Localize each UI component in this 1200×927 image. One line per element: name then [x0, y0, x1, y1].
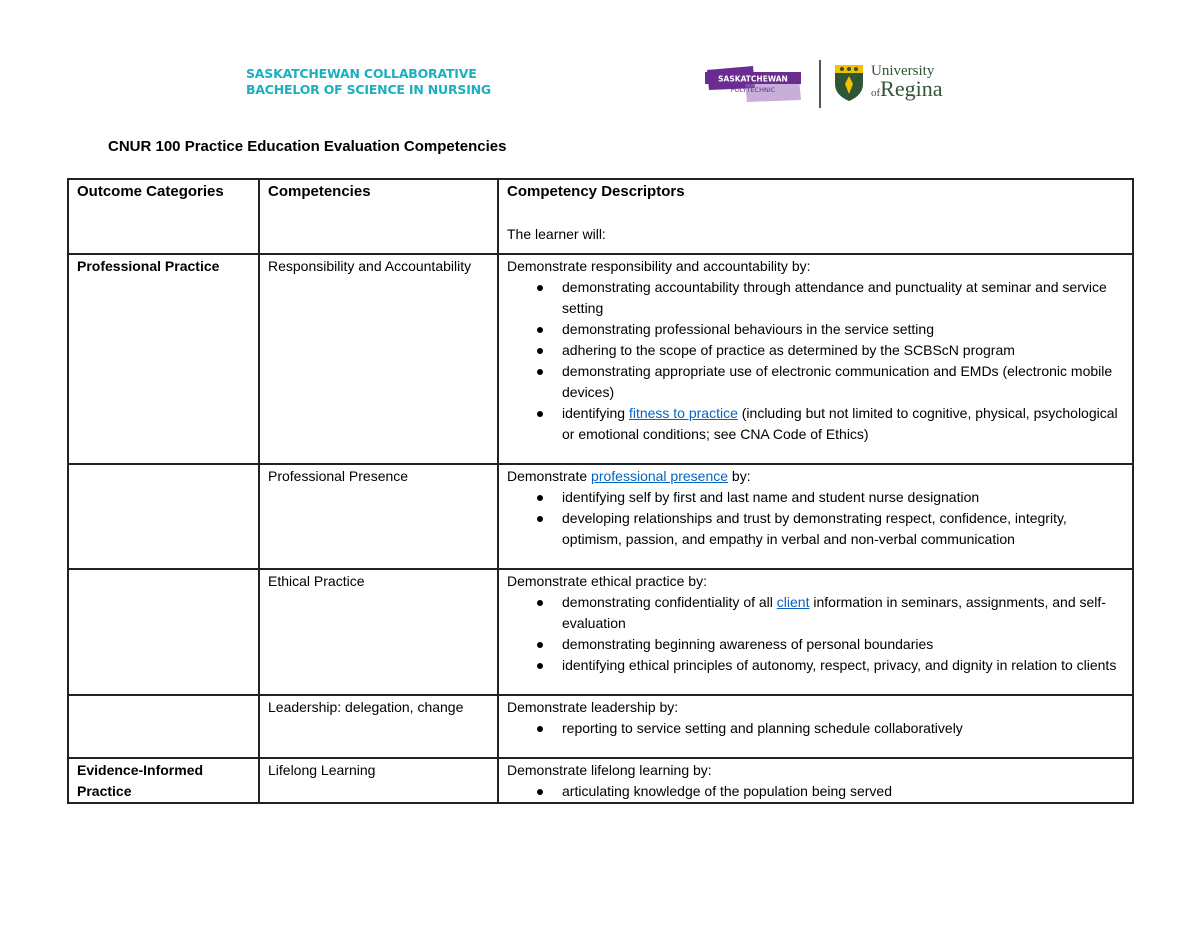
- descriptor-list: [507, 781, 1124, 802]
- uofr-line-2a: of: [871, 87, 881, 99]
- header-outcome-categories: Outcome Categories: [77, 183, 224, 200]
- program-line-2: BACHELOR OF SCIENCE IN NURSING: [246, 82, 491, 97]
- table-row: [68, 758, 1133, 803]
- header-learner-will: The learner will:: [507, 226, 606, 242]
- category-professional-practice: Professional Practice: [77, 258, 220, 274]
- sask-polytechnic-logo: [705, 58, 803, 106]
- list-item: demonstrating professional behaviours in the service setting: [562, 319, 1124, 340]
- table-row: [68, 569, 1133, 695]
- descriptor-intro: Demonstrate leadership by:: [507, 699, 679, 715]
- list-item: reporting to service setting and planning schedule collaboratively: [562, 718, 1124, 739]
- competency-cell: Responsibility and Accountability: [259, 254, 498, 464]
- list-item: identifying ethical principles of autonomy, respect, privacy, and dignity in relation to clients: [562, 655, 1124, 676]
- list-item: adhering to the scope of practice as determined by the SCBScN program: [562, 340, 1124, 361]
- table-header-row: [68, 179, 1133, 254]
- document-title: CNUR 100 Practice Education Evaluation Competencies: [108, 138, 507, 155]
- poly-name-line-1: SASKATCHEWAN: [718, 74, 788, 84]
- program-logo-text: [246, 66, 491, 98]
- uofr-line-1: University: [871, 63, 935, 79]
- competency-cell: Professional Presence: [259, 464, 498, 569]
- descriptor-list: [507, 277, 1124, 445]
- competency-table: [67, 178, 1134, 804]
- client-link[interactable]: client: [776, 594, 810, 610]
- fitness-to-practice-link[interactable]: fitness to practice: [628, 405, 738, 421]
- descriptor-intro: Demonstrate professional presence by:: [507, 468, 751, 484]
- list-item: demonstrating beginning awareness of personal boundaries: [562, 634, 1124, 655]
- competency-cell: Leadership: delegation, change: [259, 695, 498, 758]
- list-item: identifying self by first and last name and student nurse designation: [562, 487, 1124, 508]
- list-item: developing relationships and trust by demonstrating respect, confidence, integrity, optimism, passion, and empathy in verbal and non-verbal communication: [562, 508, 1124, 550]
- category-evidence-informed-practice: Evidence-Informed Practice: [77, 762, 204, 799]
- program-line-1: SASKATCHEWAN COLLABORATIVE: [246, 66, 477, 81]
- uofr-line-2b: Regina: [880, 76, 943, 101]
- list-item: demonstrating confidentiality of all client information in seminars, assignments, and self-evaluation: [562, 592, 1124, 634]
- table-row: [68, 695, 1133, 758]
- list-item: articulating knowledge of the population being served: [562, 781, 1124, 802]
- professional-presence-link[interactable]: professional presence: [591, 468, 729, 484]
- descriptor-list: [507, 592, 1124, 676]
- descriptor-intro: Demonstrate ethical practice by:: [507, 573, 707, 589]
- header-competency-descriptors: Competency Descriptors: [507, 183, 685, 200]
- descriptor-list: [507, 718, 1124, 739]
- list-item: demonstrating accountability through attendance and punctuality at seminar and service setting: [562, 277, 1124, 319]
- poly-name-line-2: POLYTECHNIC: [730, 86, 776, 94]
- header-competencies: Competencies: [268, 183, 371, 200]
- logo-divider: [819, 60, 821, 108]
- competency-cell: Ethical Practice: [259, 569, 498, 695]
- descriptor-intro: Demonstrate lifelong learning by:: [507, 762, 712, 778]
- descriptor-list: [507, 487, 1124, 550]
- university-crest-icon: [834, 64, 864, 102]
- list-item: demonstrating appropriate use of electronic communication and EMDs (electronic mobile devices): [562, 361, 1124, 403]
- list-item: identifying fitness to practice (including but not limited to cognitive, physical, psychological or emotional conditions; see CNA Code of Ethics): [562, 403, 1124, 445]
- competency-cell: Lifelong Learning: [259, 758, 498, 803]
- table-row: [68, 464, 1133, 569]
- descriptor-intro: Demonstrate responsibility and accountability by:: [507, 258, 811, 274]
- university-wordmark: [871, 64, 943, 103]
- table-row: [68, 254, 1133, 464]
